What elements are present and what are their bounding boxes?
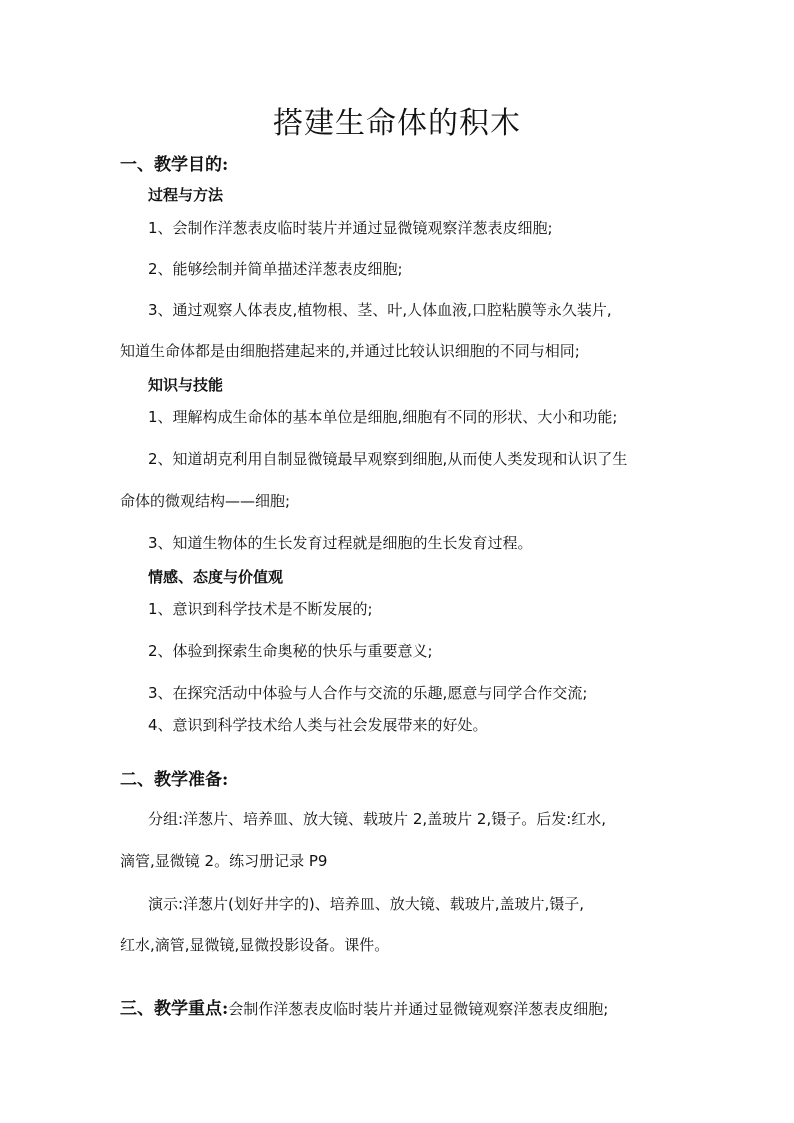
attitude-item-3: 3、在探究活动中体验与人合作与交流的乐趣,愿意与同学合作交流; (148, 684, 588, 702)
demo-materials-line-1: 演示:洋葱片(划好井字的)、培养皿、放大镜、载玻片,盖玻片,镊子, (148, 895, 585, 913)
process-item-1: 1、会制作洋葱表皮临时装片并通过显微镜观察洋葱表皮细胞; (148, 219, 553, 237)
section-heading-objectives: 一、教学目的: (120, 155, 229, 175)
key-points-text: 会制作洋葱表皮临时装片并通过显微镜观察洋葱表皮细胞; (228, 1000, 609, 1018)
knowledge-item-2-continued: 命体的微观结构——细胞; (120, 492, 291, 510)
page-title: 搭建生命体的积木 (273, 106, 521, 141)
group-materials-line-1: 分组:洋葱片、培养皿、放大镜、载玻片 2,盖玻片 2,镊子。后发:红水, (148, 810, 607, 828)
process-item-3: 3、通过观察人体表皮,植物根、茎、叶,人体血液,口腔粘膜等永久装片, (148, 301, 612, 319)
section-heading-key-points: 三、教学重点: (120, 999, 229, 1019)
section-heading-preparation: 二、教学准备: (120, 770, 229, 790)
knowledge-item-1: 1、理解构成生命体的基本单位是细胞,细胞有不同的形状、大小和功能; (148, 408, 618, 426)
knowledge-item-3: 3、知道生物体的生长发育过程就是细胞的生长发育过程。 (148, 534, 533, 552)
attitude-item-1: 1、意识到科学技术是不断发展的; (148, 600, 373, 618)
subheading-knowledge-skills: 知识与技能 (148, 376, 224, 394)
group-materials-line-2: 滴管,显微镜 2。练习册记录 P9 (120, 852, 328, 870)
attitude-item-2: 2、体验到探索生命奥秘的快乐与重要意义; (148, 642, 433, 660)
attitude-item-4: 4、意识到科学技术给人类与社会发展带来的好处。 (148, 716, 488, 734)
subheading-process-methods: 过程与方法 (148, 186, 224, 204)
knowledge-item-2: 2、知道胡克利用自制显微镜最早观察到细胞,从而使人类发现和认识了生 (148, 450, 628, 468)
section-key-points (120, 994, 608, 1019)
demo-materials-line-2: 红水,滴管,显微镜,显微投影设备。课件。 (120, 936, 390, 954)
process-item-3-continued: 知道生命体都是由细胞搭建起来的,并通过比较认识细胞的不同与相同; (120, 342, 580, 360)
process-item-2: 2、能够绘制并简单描述洋葱表皮细胞; (148, 260, 403, 278)
subheading-attitude-values: 情感、态度与价值观 (148, 568, 284, 586)
